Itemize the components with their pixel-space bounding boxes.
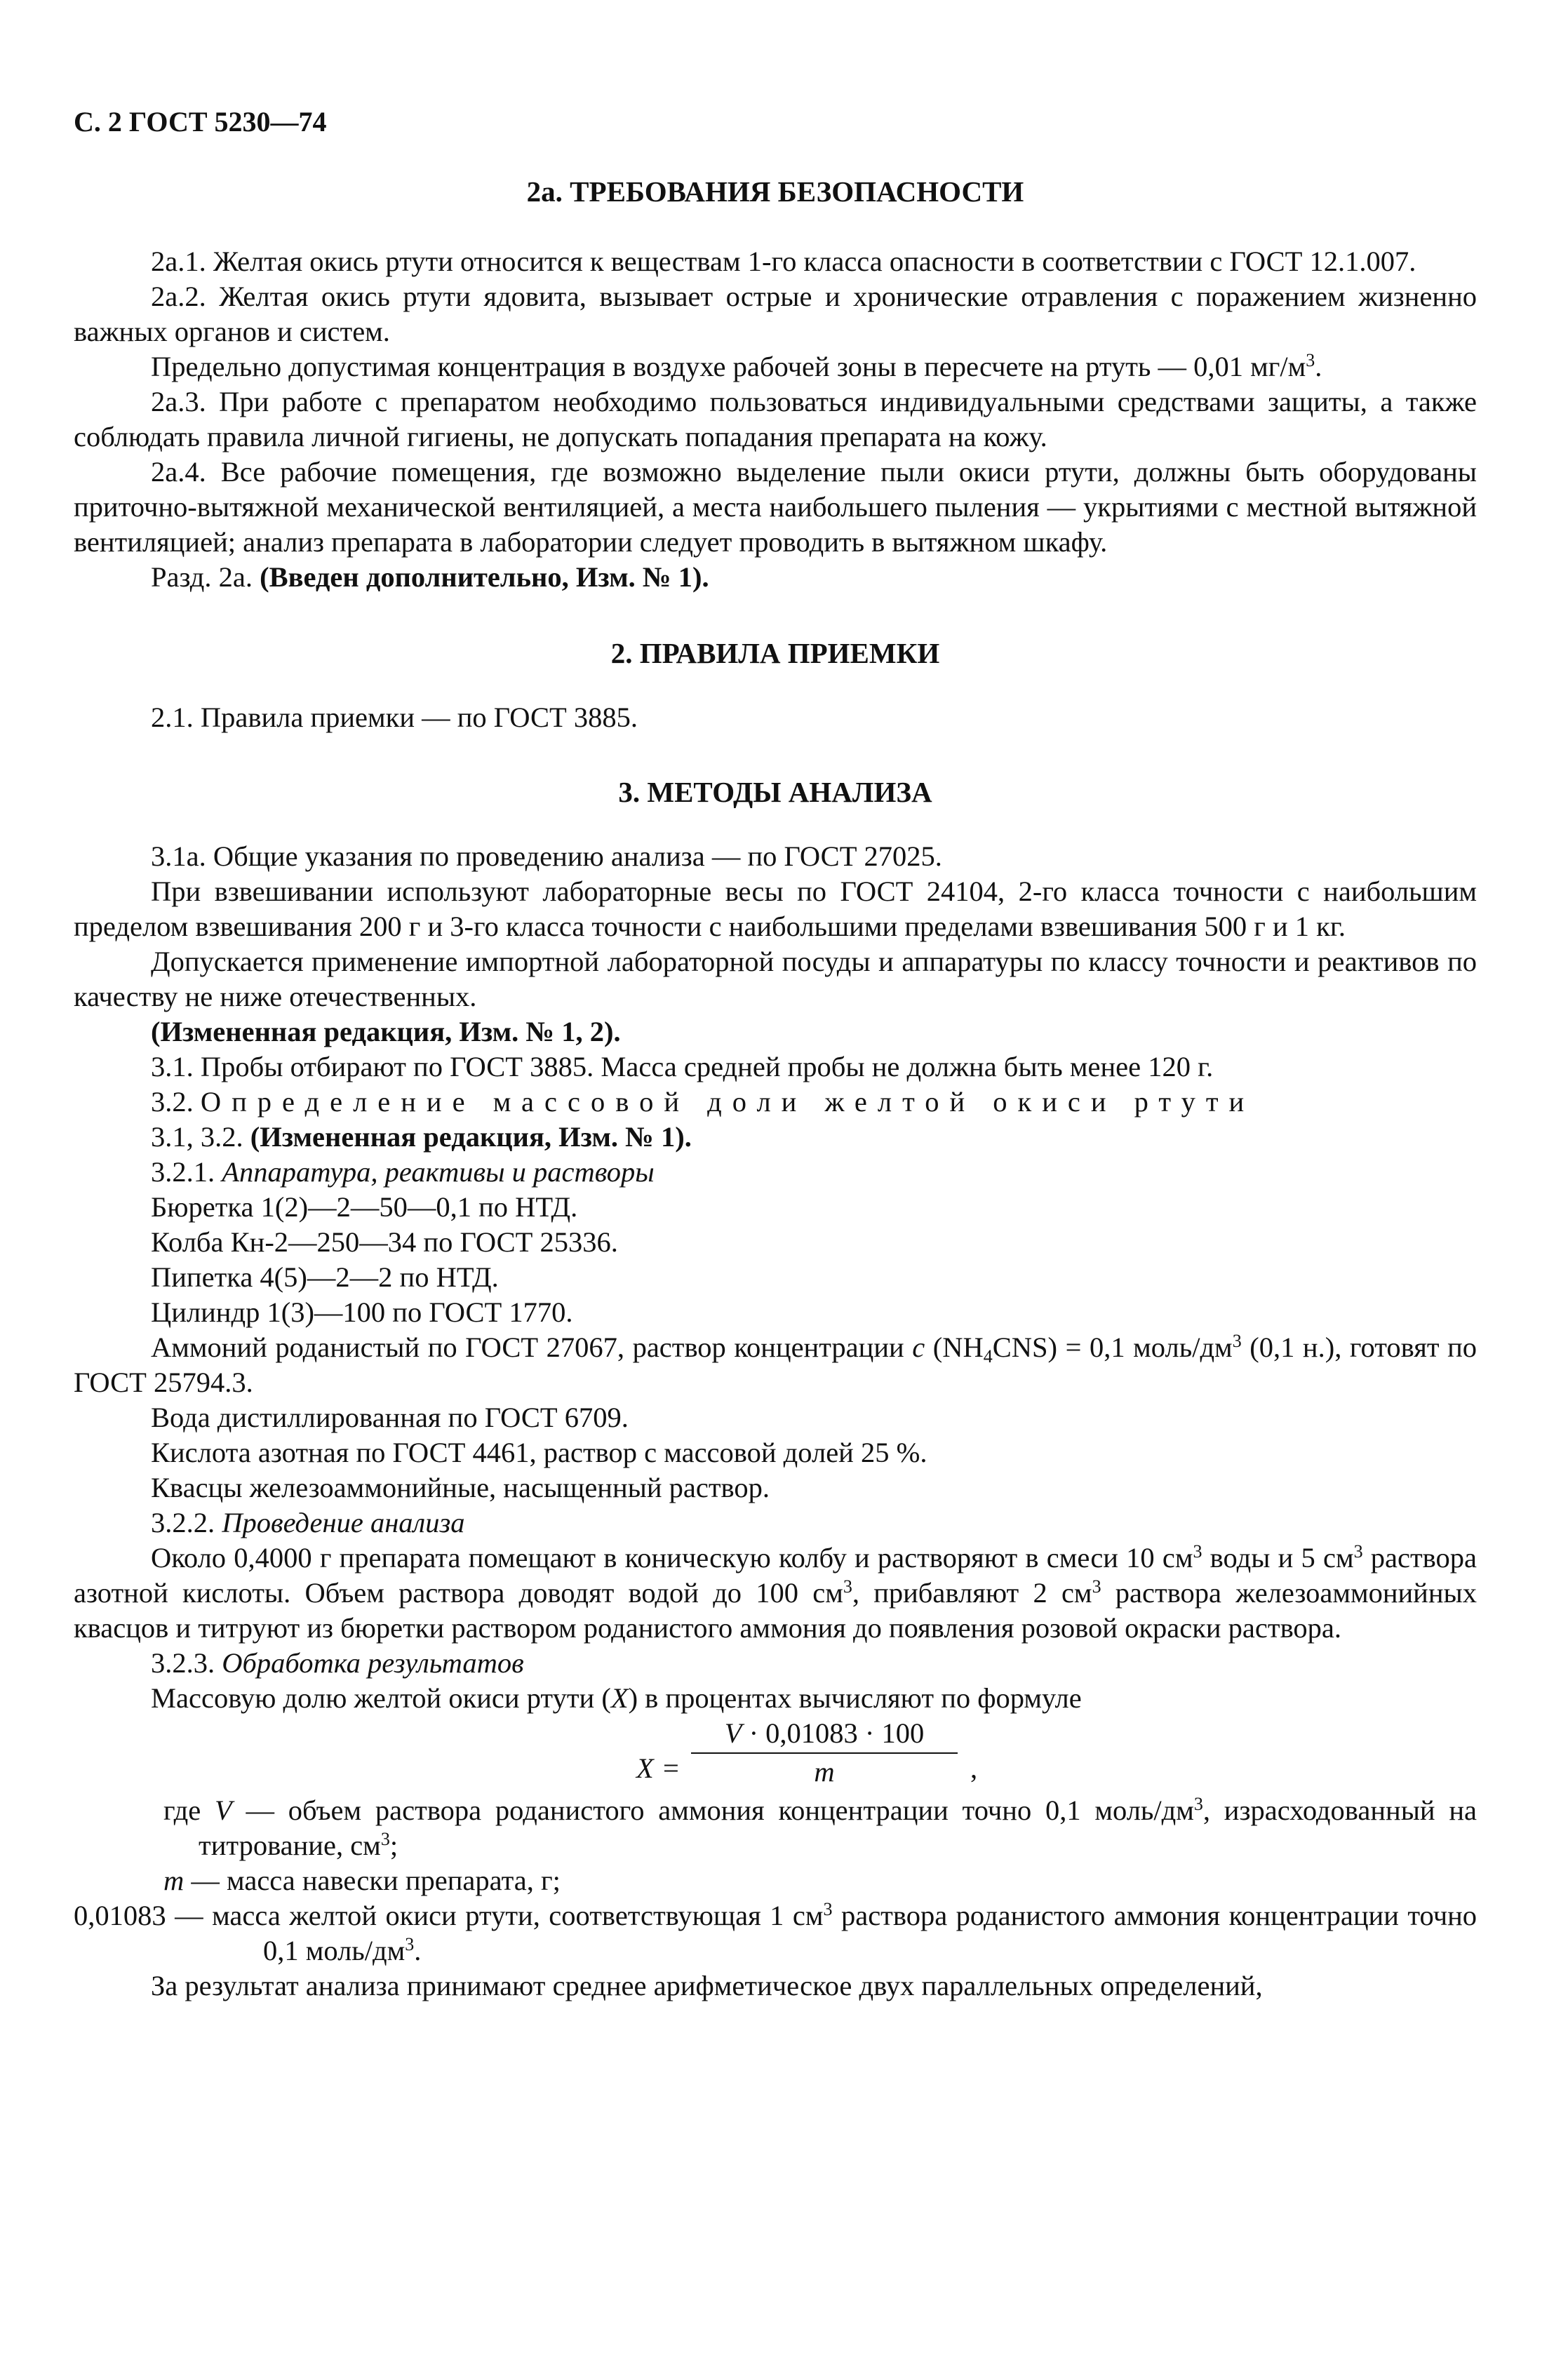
equipment-item: Цилиндр 1(3)—100 по ГОСТ 1770. bbox=[151, 1296, 573, 1328]
subsection-3-2-2: 3.2.2. Проведение анализа bbox=[151, 1507, 465, 1538]
final-paragraph: За результат анализа принимают среднее арифметическое двух параллельных определений, bbox=[151, 1970, 1263, 2001]
formula-equals: = bbox=[663, 1752, 679, 1784]
para-2a1: 2а.1. Желтая окись ртути относится к веществам 1-го класса опасности в соответствии с ГОСТ 12.1.007. bbox=[151, 246, 1416, 277]
para-2a4: 2а.4. Все рабочие помещения, где возможно выделение пыли окиси ртути, должны быть оборудованы приточно-вытяжной механической вентиляцией, а места наибольшего пыления — укрытиями с местной вытяжной вентиляцией; анализ препарата в лаборатории следует проводить в вытяжном шкафу. bbox=[74, 456, 1477, 558]
formula-fraction-bar bbox=[691, 1752, 958, 1754]
para-3-1: 3.1. Пробы отбирают по ГОСТ 3885. Масса средней пробы не должна быть менее 120 г. bbox=[151, 1051, 1214, 1082]
para-weighing: При взвешивании используют лабораторные весы по ГОСТ 24104, 2-го класса точности с наибольшим пределом взвешивания 200 г и 3-го класса точности с наибольшими пределами взвешивания 500 г и 1 кг. bbox=[74, 875, 1477, 942]
section-2-heading: 2. ПРАВИЛА ПРИЕМКИ bbox=[610, 637, 940, 669]
reagent-item: Квасцы железоаммонийные, насыщенный раствор. bbox=[151, 1472, 770, 1503]
reagent-ammonium: Аммоний роданистый по ГОСТ 27067, раствор концентрации c $(NH_4CNS) = 0,1$ моль/$дм^3$ (0,1 н.), готовят по ГОСТ 25794.3. bbox=[74, 1331, 1477, 1398]
formula-numerator: V · 0,01083 · 100 bbox=[724, 1717, 925, 1749]
reagent-item: Вода дистиллированная по ГОСТ 6709. bbox=[151, 1402, 629, 1433]
amendment-note-2: 3.1, 3.2. (Измененная редакция, Изм. № 1). bbox=[151, 1121, 692, 1153]
equipment-item: Бюретка 1(2)—2—50—0,1 по НТД. bbox=[151, 1191, 578, 1223]
section-3-heading: 3. МЕТОДЫ АНАЛИЗА bbox=[618, 776, 932, 808]
para-2a2: 2а.2. Желтая окись ртути ядовита, вызывает острые и хронические отравления с поражением жизненно важных органов и систем. bbox=[74, 281, 1477, 347]
para-3-2: 3.2. Определение массовой доли желтой окиси ртути bbox=[151, 1086, 1255, 1118]
procedure-paragraph: Около 0,4000 г препарата помещают в коническую колбу и растворяют в смеси 10 $см^3$ воды и 5 $см^3$ раствора азотной кислоты. Объем раствора доводят водой до 100 $см^3$, прибавляют 2 $см^3$ раствора железоаммонийных квасцов и титруют из бюретки раствором роданистого аммония до появления розовой окраски раствора. bbox=[74, 1541, 1477, 1644]
subsection-3-2-1: 3.2.1. Аппаратура, реактивы и растворы bbox=[151, 1156, 655, 1188]
amendment-note-1: (Измененная редакция, Изм. № 1, 2). bbox=[151, 1016, 621, 1047]
definition-v: где V — объем раствора роданистого аммония концентрации точно 0,1 моль/$дм^3$, израсходованный на титрование, $см^3$; bbox=[163, 1794, 1477, 1861]
running-head: С. 2 ГОСТ 5230—74 bbox=[74, 106, 327, 137]
formula bbox=[74, 1716, 1477, 1793]
para-2a3: 2а.3. При работе с препаратом необходимо пользоваться индивидуальными средствами защиты, а также соблюдать правила личной гигиены, не допускать попадания препарата на кожу. bbox=[74, 386, 1477, 452]
formula-lhs: X bbox=[636, 1752, 654, 1784]
reagent-item: Кислота азотная по ГОСТ 4461, раствор с массовой долей 25 %. bbox=[151, 1437, 927, 1468]
equipment-item: Колба Кн-2—250—34 по ГОСТ 25336. bbox=[151, 1226, 618, 1258]
formula-denominator: m bbox=[814, 1756, 835, 1787]
para-3-1a: 3.1а. Общие указания по проведению анализа — по ГОСТ 27025. bbox=[151, 840, 942, 872]
amendment-note-2a: Разд. 2а. (Введен дополнительно, Изм. № 1). bbox=[151, 561, 709, 593]
section-2a-heading: 2а. ТРЕБОВАНИЯ БЕЗОПАСНОСТИ bbox=[526, 175, 1024, 208]
subsection-3-2-3: 3.2.3. Обработка результатов bbox=[151, 1647, 524, 1679]
calculation-intro: Массовую долю желтой окиси ртути (X) в процентах вычисляют по формуле bbox=[151, 1682, 1082, 1714]
document-body bbox=[74, 174, 1477, 2004]
definition-m: m — масса навески препарата, г; bbox=[163, 1865, 561, 1896]
para-mac: Предельно допустимая концентрация в воздухе рабочей зоны в пересчете на ртуть — 0,01 $мг/м^3$. bbox=[151, 350, 1322, 382]
para-2-1: 2.1. Правила приемки — по ГОСТ 3885. bbox=[151, 702, 638, 733]
definition-coefficient: 0,01083 — масса желтой окиси ртути, соответствующая 1 $см^3$ раствора роданистого аммония концентрации точно 0,1 моль/$дм^3$. bbox=[74, 1899, 1477, 1966]
equipment-item: Пипетка 4(5)—2—2 по НТД. bbox=[151, 1261, 499, 1293]
para-imported: Допускается применение импортной лабораторной посуды и аппаратуры по классу точности и реактивов по качеству не ниже отечественных. bbox=[74, 946, 1477, 1012]
formula-comma: , bbox=[970, 1752, 978, 1784]
